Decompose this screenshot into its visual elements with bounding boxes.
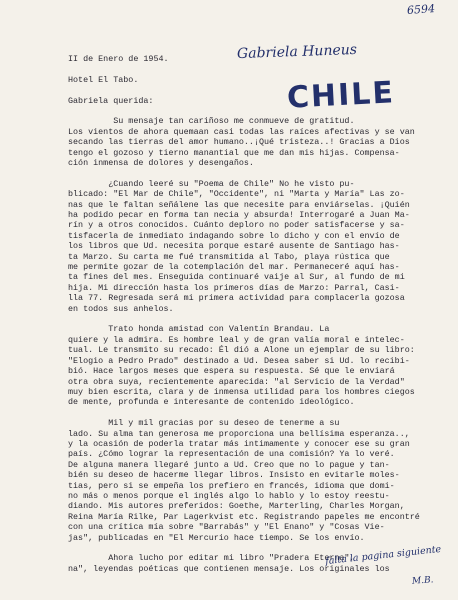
text-line: De alguna manera llegaré junto a Ud. Creo que no lo pague y tan- — [68, 459, 390, 470]
paragraph — [68, 324, 442, 407]
text-line: Ahora lucho por editar mi libro "Pradera Eterna", — [68, 553, 355, 564]
text-line: ta Marzo. Su carta me fué transmitida al Tabo, playa rústica que — [68, 251, 390, 262]
text-line: en todos sus anhelos. — [68, 303, 174, 314]
archive-number: 6594 — [406, 2, 436, 17]
text-line: no más o menos porque el inglés algo lo hablo y lo estoy reestu- — [68, 490, 390, 501]
handwritten-footnote: falta la pagina siguiente — [324, 543, 442, 568]
letter-body — [68, 54, 442, 574]
text-line: ción inmensa de dolores y desengaños. — [68, 158, 254, 169]
text-line: lado. Su alma tan generosa me proporciona una bellísima esperanza.., — [68, 428, 410, 439]
text-line: tisfacerla de inmediato indagando sobre lo dicho y con el envío de — [68, 230, 400, 241]
text-line: me permite gozar de la cotemplación del mar. Permaneceré aquí has- — [68, 262, 400, 273]
text-line: otra obra suya, recientemente aparecida: "al Servicio de la Verdad" — [68, 376, 405, 387]
text-line: na", leyendas poéticas que contienen mensaje. Los originales los — [68, 563, 390, 574]
text-line: bién su deseo de hacerme llegar libros. Insisto en evitarle moles- — [68, 470, 400, 481]
text-line: hija. Mi dirección hasta los primeros días de Marzo: Parral, Casi- — [68, 282, 400, 293]
paragraphs — [68, 116, 442, 574]
text-line: tengo el gozoso y tierno manantial que me dan mis hijas. Compensa- — [68, 147, 400, 158]
handwritten-name: Gabriela Huneus — [236, 41, 358, 63]
text-line: jas", publicadas en "El Mercurio hace tiempo. Se los envío. — [68, 532, 365, 543]
text-line: tual. Le transmito su recado: Él dió a Alone un ejemplar de su libro: — [68, 345, 415, 356]
text-line: tias, pero si se empeña los prefiero en francés, idioma que domi- — [68, 480, 395, 491]
text-line: Reina María Rilke, Par Lagerkvist etc. Registrando papeles me encontré — [68, 511, 420, 522]
text-line: ha podido pecar en forma tan necia y absurda! Interrogaré a Juan Ma- — [68, 210, 410, 221]
text-line: de mente, profunda e interesante de contenido ideológico. — [68, 397, 355, 408]
text-line: Los vientos de ahora quemaan casi todas las raíces afectivas y se van — [68, 126, 415, 137]
text-line: nas que le faltan señálene las que necesite para enviárselas. ¡Quién — [68, 199, 410, 210]
text-line: Trato honda amistad con Valentín Brandau. La — [68, 324, 330, 335]
paragraph — [68, 179, 442, 314]
text-line: lla 77. Regresada será mi primera actividad para complacerla gozosa — [68, 293, 405, 304]
letter-place: Hotel El Tabo. — [68, 74, 139, 85]
paragraph — [68, 418, 442, 543]
text-line: país. ¿Cómo lograr la representación de una comisión? Ya lo veré. — [68, 449, 395, 460]
text-line: y la ocasión de poderla tratar más intimamente y conocer ese su gran — [68, 438, 410, 449]
text-line: ta fines del mes. Enseguida continuaré vaije al Sur, al fundo de mi — [68, 272, 405, 283]
text-line: los libros que Ud. necesita porque estaré ausente de Santiago has- — [68, 241, 400, 252]
text-line: Su mensaje tan cariñoso me conmueve de gratitud. — [68, 116, 355, 127]
text-line: rín y a otros conocidos. Cuánto deploro no poder satisfacerse y sa- — [68, 220, 405, 231]
text-line: Mil y mil gracias por su deseo de tenerme a su — [68, 418, 340, 429]
handwritten-initials: M.B. — [411, 575, 434, 587]
paragraph — [68, 116, 442, 168]
salutation: Gabriela querida: — [68, 95, 154, 106]
text-line: secando las tierras del amor humano..¡Qué tristeza..! Gracias a Dios — [68, 137, 410, 148]
text-line: quiere y la admira. Es hombre leal y de gran valía moral e intelec- — [68, 334, 405, 345]
handwritten-country: CHILE — [286, 75, 396, 116]
text-line: blicado: "El Mar de Chile", "Occidente", ni "Marta y María" Las zo- — [68, 189, 405, 200]
text-line: diando. Mis autores preferidos: Goethe, Marterling, Charles Morgan, — [68, 501, 405, 512]
text-line: "Elogio a Pedro Prado" destinado a Ud. Desea saber si Ud. lo recibi- — [68, 355, 410, 366]
text-line: ¿Cuando leeré su "Poema de Chile" No he visto pu- — [68, 178, 355, 189]
text-line: muy bien escrita, clara y de inmensa utilidad para los hombres ciegos — [68, 386, 415, 397]
text-line: bió. Hace largos meses que espera su respuesta. Sé que le enviará — [68, 366, 395, 377]
letter-date: II de Enero de 1954. — [68, 54, 169, 64]
text-line: con una crítica mía sobre "Barrabás" y "El Enano" y "Cosas Vie- — [68, 522, 385, 533]
